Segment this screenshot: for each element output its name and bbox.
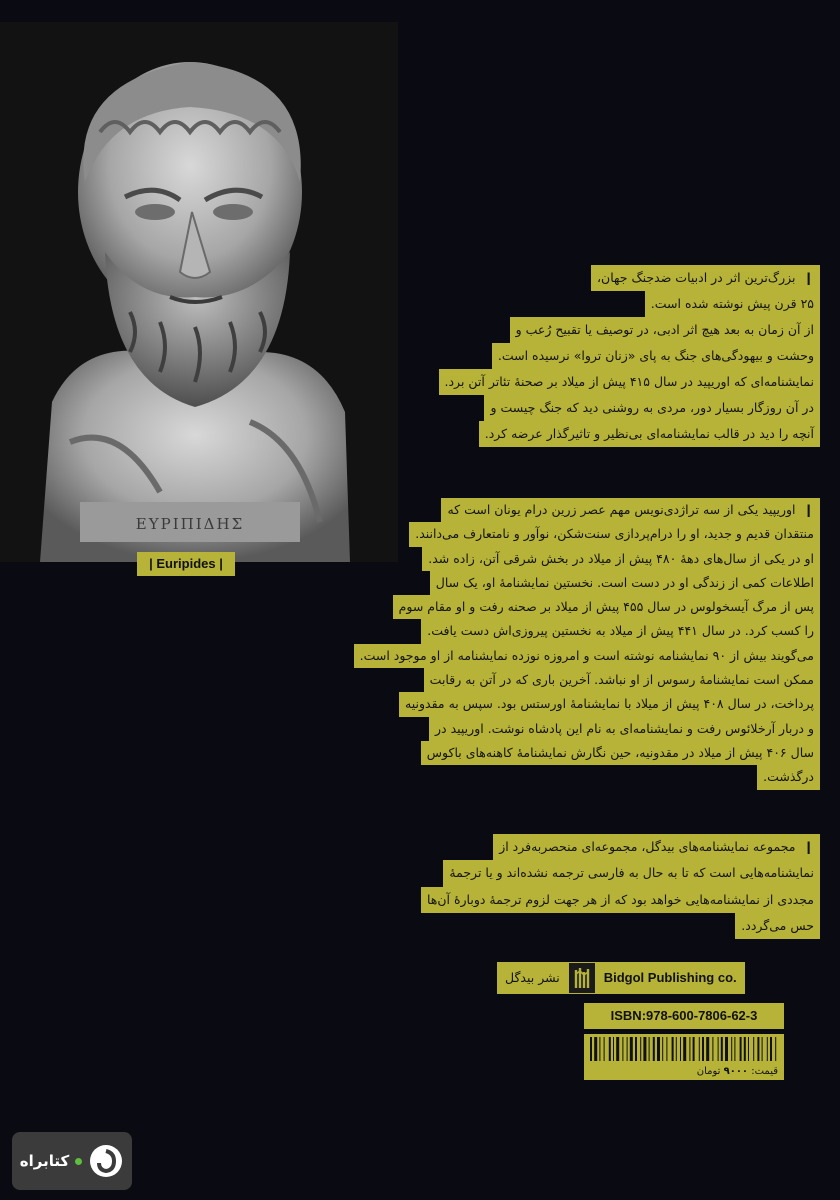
biography-line: ممکن است نمایشنامهٔ رسوس از او نباشد. آخرین باری که در آتن به رقابت [424, 668, 820, 692]
series-line: حس می‌گردد. [735, 913, 820, 939]
synopsis-line: در آن روزگار بسیار دور، مردی به روشنی دید که جنگ چیست و [484, 395, 820, 421]
price-unit: تومان [696, 1066, 721, 1077]
synopsis-line: ۲۵ قرن پیش نوشته شده است. [645, 291, 820, 317]
publisher-block [497, 962, 745, 994]
bust-illustration [0, 22, 398, 562]
watermark-dot-icon [75, 1158, 82, 1165]
watermark-book-icon [88, 1143, 124, 1179]
synopsis-paragraph [340, 265, 820, 447]
synopsis-line: نمایشنامه‌ای که اوریپید در سال ۴۱۵ پیش از میلاد بر صحنهٔ تئاتر آتن برد. [439, 369, 820, 395]
biography-line: اطلاعات کمی از زندگی او در دست است. نخستین نمایشنامهٔ او، یک سال [430, 571, 820, 595]
synopsis-line: وحشت و بیهودگی‌های جنگ به پای «زنان تروا» نرسیده است. [492, 343, 820, 369]
watermark-logo [12, 1132, 132, 1190]
publisher-logo-icon [568, 962, 596, 994]
watermark-text: کتابراه [19, 1152, 70, 1170]
synopsis-line: ❙ بزرگ‌ترین اثر در ادبیات ضدجنگ جهان، [591, 265, 820, 291]
synopsis-line: آنچه را دید در قالب نمایشنامه‌ای بی‌نظیر و تاثیرگذار عرضه کرد. [479, 421, 820, 447]
biography-line: و دربار آرخلائوس رفت و نمایشنامه‌ای به نام این پادشاه نوشت. اوریپید در [429, 717, 820, 741]
biography-line: منتقدان قدیم و جدید، او را درام‌پردازی سنت‌شکن، نوآور و نامتعارف می‌دانند. [409, 522, 820, 546]
synopsis-line: از آن زمان به بعد هیچ اثر ادبی، در توصیف یا تقبیح رُعب و [510, 317, 820, 343]
biography-line: درگذشت. [757, 765, 820, 789]
biography-line: سال ۴۰۶ پیش از میلاد در مقدونیه، حین نگارش نمایشنامهٔ کاهنه‌های باکوس [421, 741, 820, 765]
price-label-text: قیمت: [751, 1066, 778, 1077]
portrait-caption-text: Euripides [156, 556, 216, 571]
barcode-icon [584, 1034, 784, 1064]
series-line: ❙ مجموعه نمایشنامه‌های بیدگل، مجموعه‌ای منحصربه‌فرد از [493, 834, 820, 860]
series-line: نمایشنامه‌هایی است که تا به حال به فارسی ترجمه نشده‌اند و یا ترجمهٔ [443, 860, 820, 886]
biography-line: پس از مرگ آیسخولوس در سال ۴۵۵ پیش از میلاد بر صحنه رفت و او مقام سوم [393, 595, 820, 619]
price-label [584, 1064, 784, 1080]
price-amount: ۹۰۰۰ [723, 1066, 749, 1077]
author-portrait [0, 22, 398, 562]
biography-line: می‌گویند بیش از ۹۰ نمایشنامه نوشته است و امروزه نوزده نمایشنامه از او موجود است. [354, 644, 820, 668]
biography-line: ❙ اوریپید یکی از سه تراژدی‌نویس مهم عصر زرین درام یونان است که [441, 498, 820, 522]
portrait-caption: | Euripides | [137, 552, 235, 576]
series-line: مجددی از نمایشنامه‌هایی خواهد بود که از هر جهت لزوم ترجمهٔ دوبارهٔ آن‌ها [421, 887, 820, 913]
biography-line: او در یکی از سال‌های دههٔ ۴۸۰ پیش از میلاد در بخش شرقی آتن، زاده شد. [422, 547, 820, 571]
biography-line: پرداخت، در سال ۴۰۸ پیش از میلاد با نمایشنامهٔ اورستس بود. سپس به مقدونیه [399, 692, 820, 716]
svg-text:ΕΥΡΙΠΙΔΗΣ: ΕΥΡΙΠΙΔΗΣ [135, 515, 245, 533]
isbn-label: ISBN:978-600-7806-62-3 [584, 1003, 784, 1029]
series-paragraph [388, 834, 820, 939]
publisher-name-en: Bidgol Publishing co. [596, 962, 745, 994]
publisher-name-fa: نشر بیدگل [497, 962, 568, 994]
biography-paragraph [280, 498, 820, 790]
biography-line: را کسب کرد. در سال ۴۴۱ پیش از میلاد به نخستین پیروزی‌اش دست یافت. [421, 619, 820, 643]
